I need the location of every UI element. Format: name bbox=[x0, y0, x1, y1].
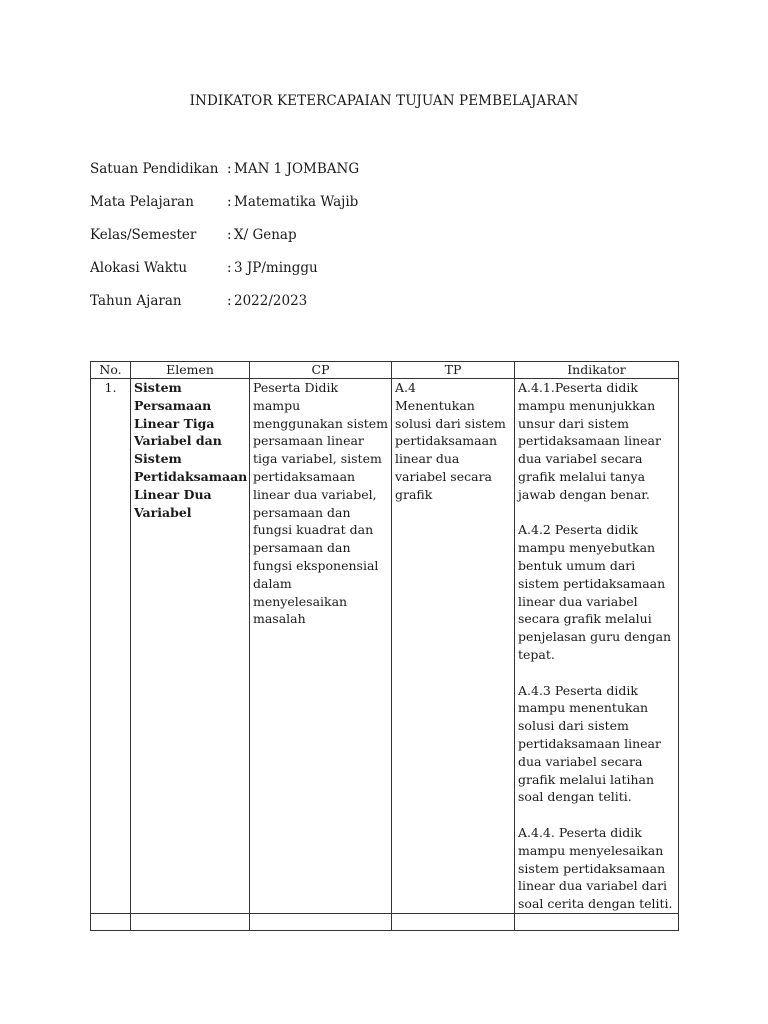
indikator-cell bbox=[515, 379, 679, 914]
info-label: Satuan Pendidikan bbox=[90, 161, 219, 177]
empty-cell bbox=[392, 913, 515, 930]
cp-cell bbox=[250, 379, 392, 914]
table-row bbox=[91, 379, 679, 914]
info-value: MAN 1 JOMBANG bbox=[234, 161, 360, 177]
info-value: 2022/2023 bbox=[234, 293, 308, 309]
header-tp: TP bbox=[392, 362, 515, 379]
indikator-item: A.4.1.Peserta didik mampu menunjukkan unsur dari sistem pertidaksamaan linear dua variabel secara grafik melalui tanya jawab dengan benar. bbox=[518, 380, 661, 502]
info-separator: : bbox=[227, 194, 232, 210]
tp-code: A.4 bbox=[395, 380, 416, 395]
cp-text: Peserta Didik mampu menggunakan sistem persamaan linear tiga variabel, sistem pertidaksamaan linear dua variabel, persamaan dan fungsi kuadrat dan persamaan dan fungsi eksponensial dalam menyelesaikan masalah bbox=[253, 380, 389, 627]
info-value: X/ Genap bbox=[234, 227, 297, 243]
info-separator: : bbox=[227, 227, 232, 243]
indikator-item: A.4.4. Peserta didik mampu menyelesaikan sistem pertidaksamaan linear dua variabel dari soal cerita dengan teliti. bbox=[518, 824, 673, 912]
info-label: Mata Pelajaran bbox=[90, 194, 194, 210]
info-separator: : bbox=[227, 293, 232, 309]
empty-cell bbox=[91, 913, 131, 930]
header-elemen: Elemen bbox=[131, 362, 250, 379]
table-header-row bbox=[91, 362, 679, 379]
info-value: 3 JP/minggu bbox=[234, 260, 318, 276]
table-row-empty bbox=[91, 913, 679, 930]
info-separator: : bbox=[227, 260, 232, 276]
header-no: No. bbox=[91, 362, 131, 379]
info-label: Alokasi Waktu bbox=[90, 260, 188, 276]
tp-text: Menentukan solusi dari sistem pertidaksamaan linear dua variabel secara grafik bbox=[395, 397, 506, 502]
empty-cell bbox=[131, 913, 250, 930]
header-cp: CP bbox=[250, 362, 392, 379]
elemen-text: Sistem Persamaan Linear Tiga Variabel dan Sistem Pertidaksamaan Linear Dua Variabel bbox=[134, 380, 248, 520]
page-title: INDIKATOR KETERCAPAIAN TUJUAN PEMBELAJARAN bbox=[189, 93, 579, 109]
tp-cell bbox=[392, 379, 515, 914]
indikator-table bbox=[90, 361, 679, 931]
info-label: Tahun Ajaran bbox=[90, 293, 182, 309]
empty-cell bbox=[515, 913, 679, 930]
indikator-item: A.4.2 Peserta didik mampu menyebutkan bentuk umum dari sistem pertidaksamaan linear dua variabel secara grafik melalui penjelasan guru dengan tepat. bbox=[518, 522, 672, 662]
info-separator: : bbox=[227, 161, 232, 177]
header-indikator: Indikator bbox=[515, 362, 679, 379]
info-label: Kelas/Semester bbox=[90, 227, 197, 243]
row-number: 1. bbox=[91, 379, 131, 914]
indikator-item: A.4.3 Peserta didik mampu menentukan solusi dari sistem pertidaksamaan linear dua variabel secara grafik melalui latihan soal dengan teliti. bbox=[518, 682, 661, 805]
empty-cell bbox=[250, 913, 392, 930]
elemen-cell bbox=[131, 379, 250, 914]
info-value: Matematika Wajib bbox=[234, 194, 359, 210]
